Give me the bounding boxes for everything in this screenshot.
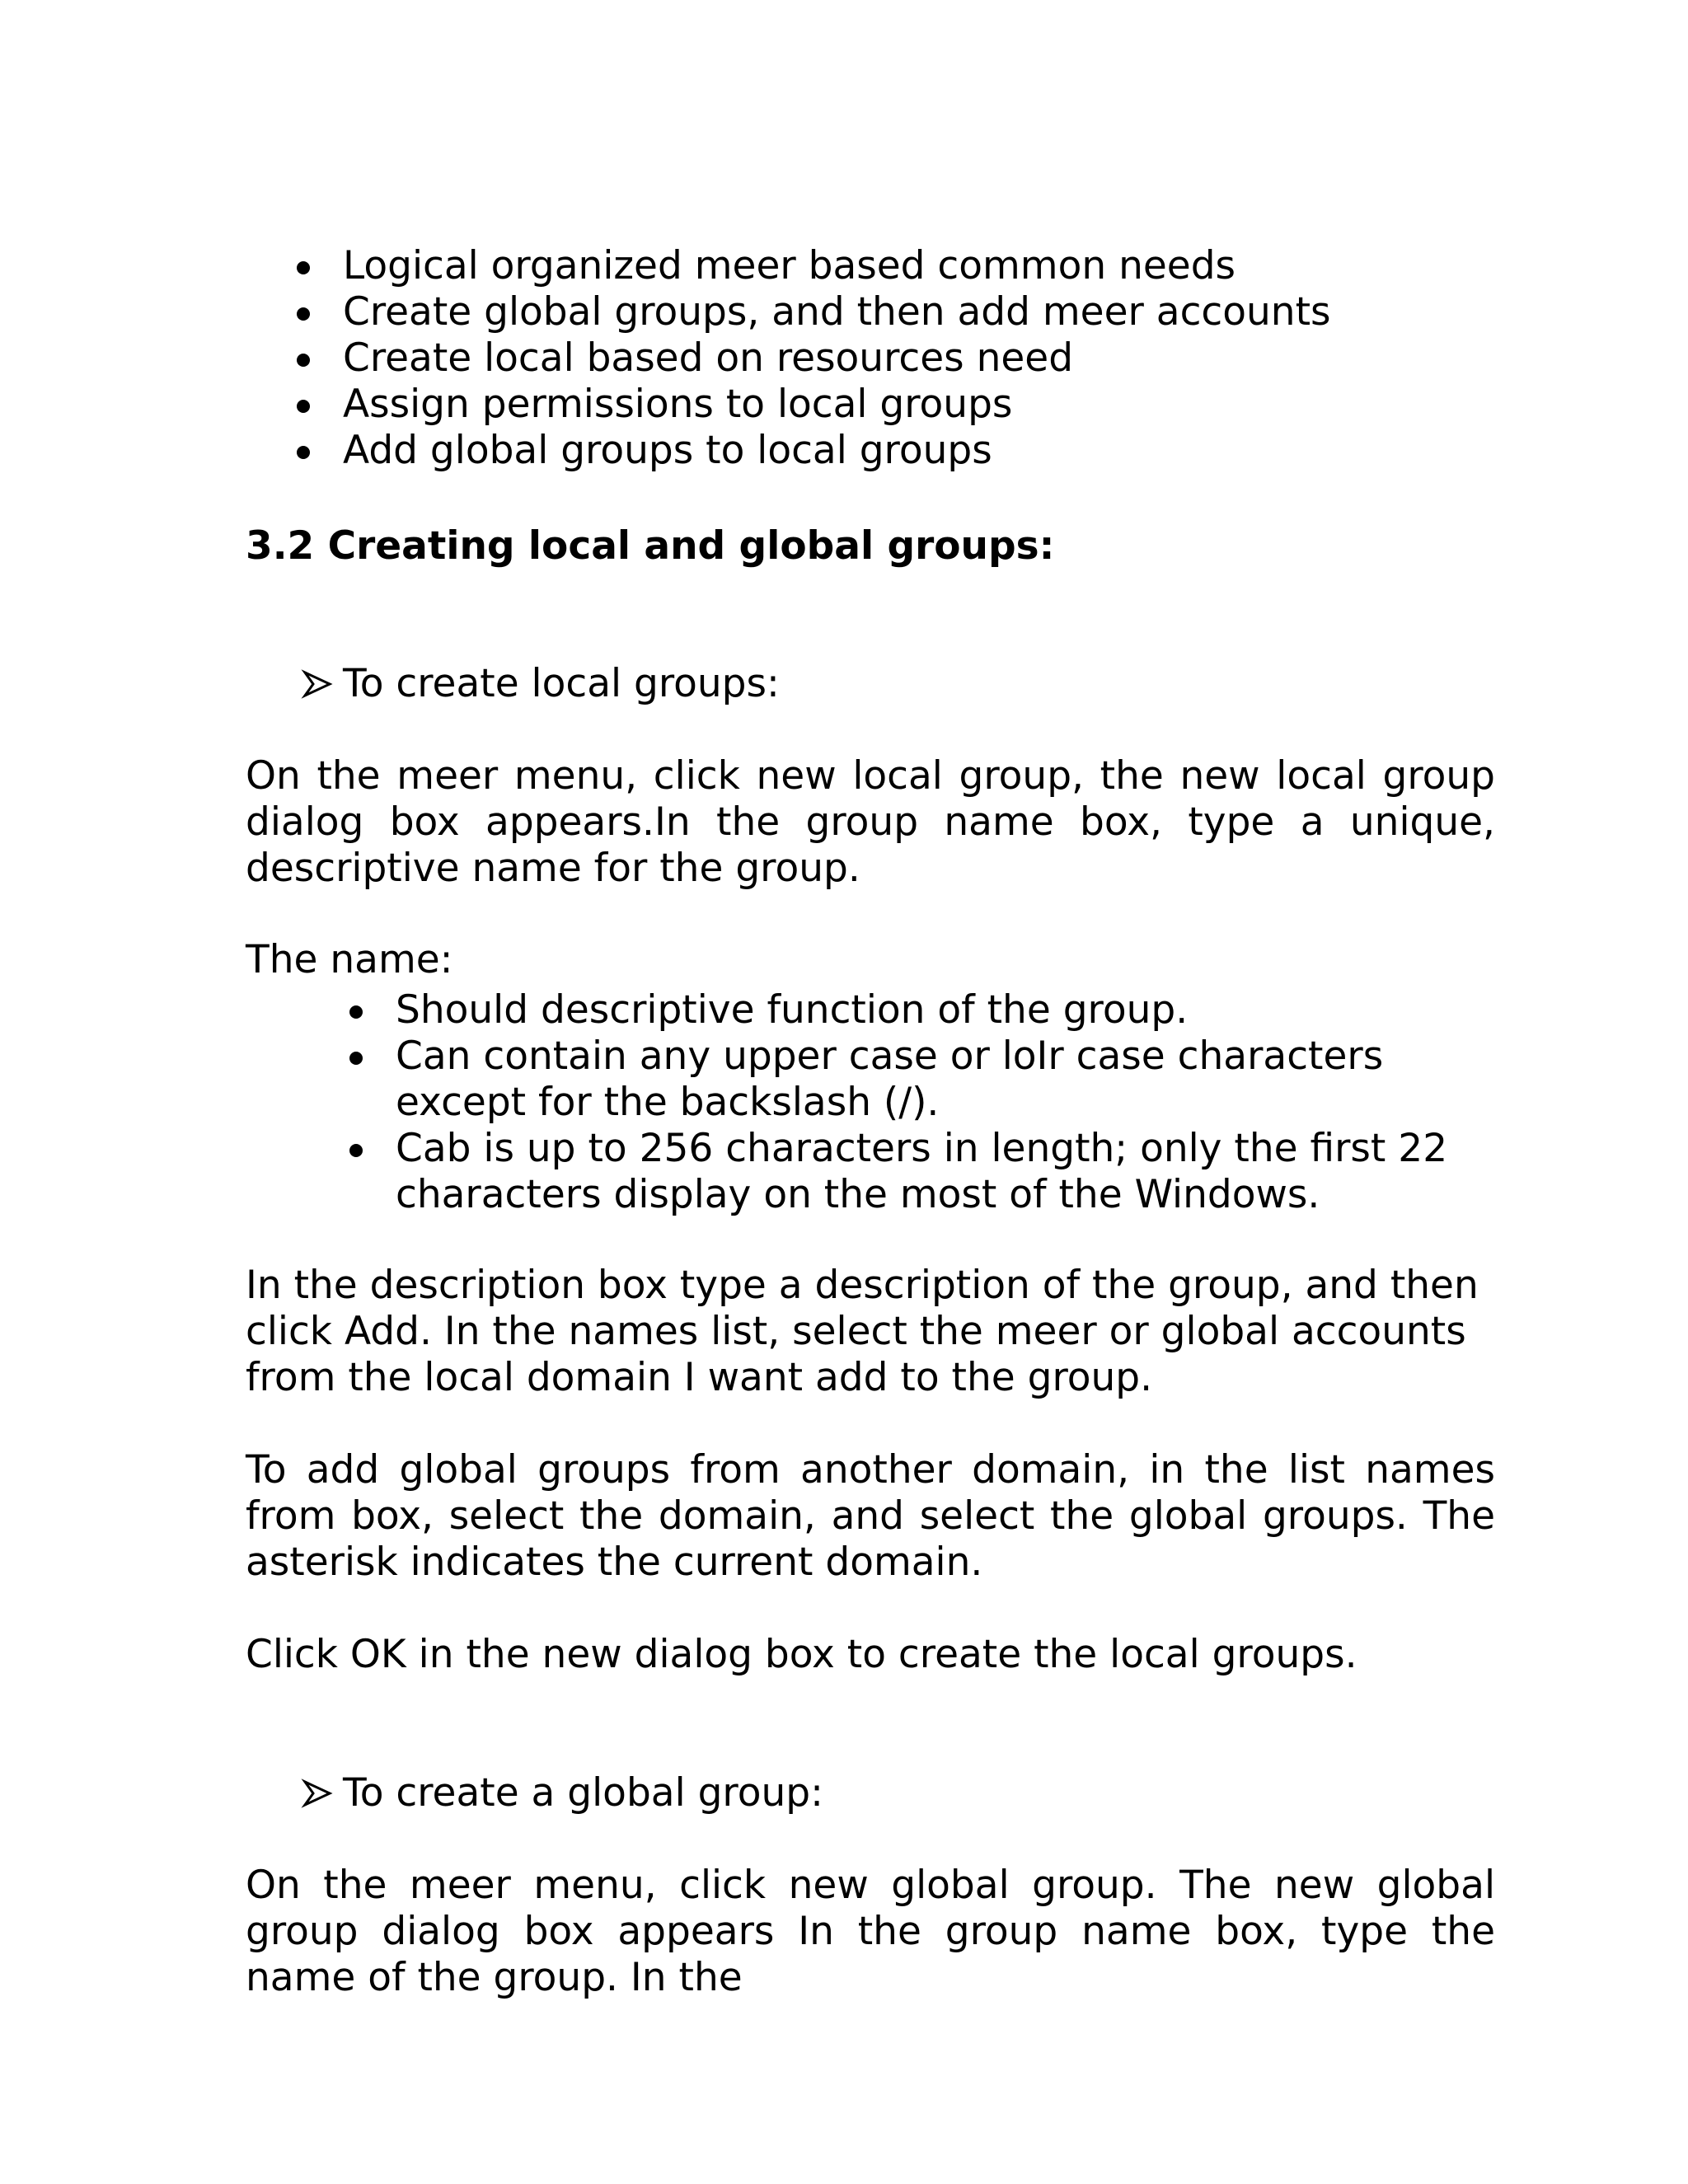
description-paragraph: In the description box type a description of the group, and then click Add. In the names list, select the meer or global accounts from the local domain I want add to the group. <box>246 1263 1479 1400</box>
bullet-icon <box>297 446 310 459</box>
name-rules-list <box>396 987 1500 1218</box>
bullet-icon <box>349 1144 363 1157</box>
add-global-groups-paragraph: To add global groups from another domain, in the list names from box, select the domain, and select the global groups. The asterisk indicates the current domain. <box>246 1447 1495 1585</box>
list-item-text: Create global groups, and then add meer accounts <box>343 289 1331 335</box>
arrow-item-label: To create a global group: <box>343 1770 823 1816</box>
bullet-icon <box>297 354 310 367</box>
bullet-icon <box>297 261 310 274</box>
local-groups-arrow-item <box>297 661 780 707</box>
list-item <box>343 289 1497 335</box>
list-item-text: Logical organized meer based common needs <box>343 243 1236 288</box>
bullet-icon <box>349 1052 363 1065</box>
global-group-intro-paragraph: On the meer menu, click new global group. The new global group dialog box appears In the group name box, type the name of the group. In the <box>246 1863 1495 2000</box>
list-item-text: Assign permissions to local groups <box>343 382 1013 427</box>
list-item <box>343 428 1497 474</box>
list-item-text: Can contain any upper case or loIr case characters except for the backslash (/). <box>396 1033 1384 1125</box>
bullet-icon <box>297 307 310 321</box>
local-groups-intro-paragraph: On the meer menu, click new local group, the new local group dialog box appears.In the group name box, type a unique, descriptive name for the group. <box>246 753 1495 891</box>
list-item <box>343 335 1497 382</box>
list-item <box>396 1126 1500 1218</box>
bullet-icon <box>297 400 310 413</box>
name-label: The name: <box>246 937 453 982</box>
list-item <box>396 1033 1500 1126</box>
list-item-text: Should descriptive function of the group. <box>396 987 1189 1033</box>
arrow-item-label: To create local groups: <box>343 661 780 706</box>
list-item <box>396 987 1500 1033</box>
list-item-text: Cab is up to 256 characters in length; only the first 22 characters display on the most of the Windows. <box>396 1126 1448 1217</box>
list-item <box>343 243 1497 289</box>
list-item-text: Add global groups to local groups <box>343 428 992 473</box>
list-item <box>343 382 1497 428</box>
arrowhead-bullet-icon <box>297 1770 343 1816</box>
click-ok-paragraph: Click OK in the new dialog box to create the local groups. <box>246 1632 1357 1677</box>
bullet-icon <box>349 1005 363 1019</box>
global-group-arrow-item <box>297 1770 823 1816</box>
list-item-text: Create local based on resources need <box>343 335 1074 381</box>
section-heading: 3.2 Creating local and global groups: <box>246 523 1055 569</box>
top-bullet-list <box>343 243 1497 474</box>
arrowhead-bullet-icon <box>297 661 343 707</box>
